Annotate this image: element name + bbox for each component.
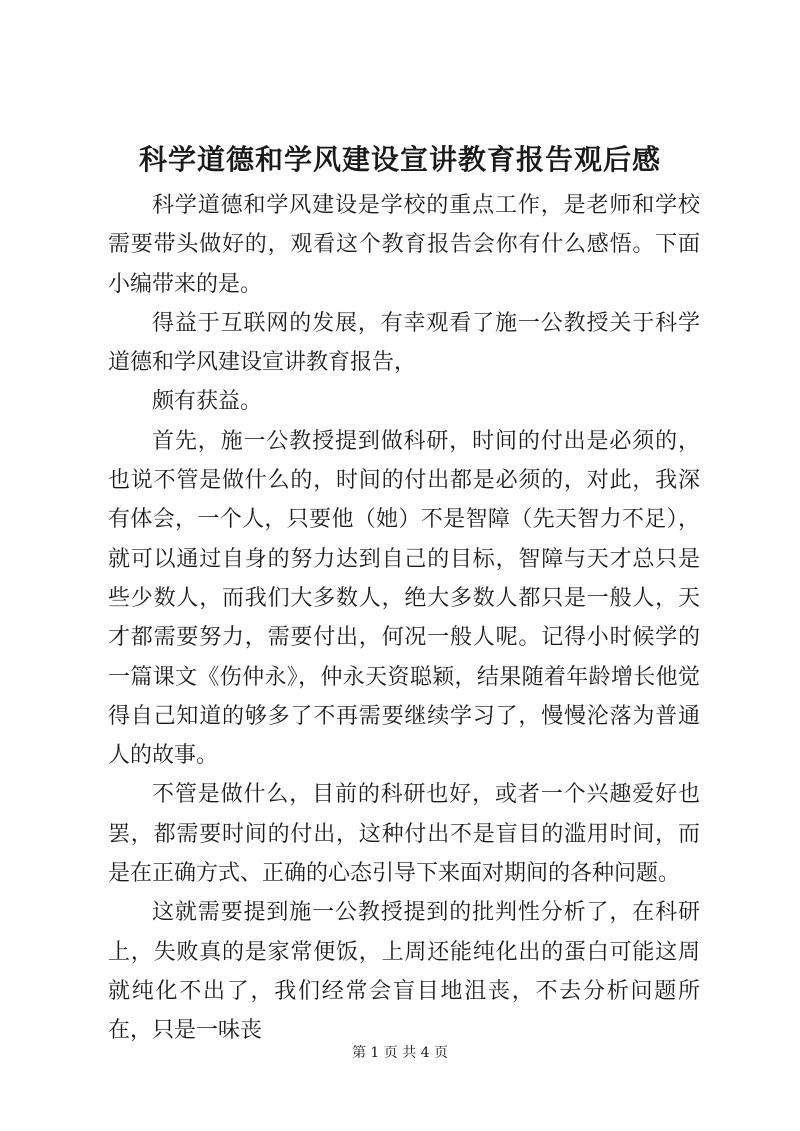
paragraph: 不管是做什么，目前的科研也好，或者一个兴趣爱好也罢，都需要时间的付出，这种付出不是盲目的滥用时间，而是在正确方式、正确的心态引导下来面对期间的各种问题。: [108, 782, 700, 887]
document-body: [108, 186, 700, 1051]
paragraph: 这就需要提到施一公教授提到的批判性分析了，在科研上，失败真的是家常便饭，上周还能纯化出的蛋白可能这周就纯化不出了，我们经常会盲目地沮丧，不去分析问题所在，只是一味丧: [108, 900, 700, 1044]
page-footer: 第 1 页 共 4 页: [351, 1045, 449, 1061]
paragraph: 科学道德和学风建设是学校的重点工作，是老师和学校需要带头做好的，观看这个教育报告会你有什么感悟。下面小编带来的是。: [108, 193, 700, 297]
paragraph: 颇有获益。: [152, 389, 263, 415]
document-title: 科学道德和学风建设宣讲教育报告观后感: [138, 143, 661, 176]
paragraph: 得益于互联网的发展，有幸观看了施一公教授关于科学道德和学风建设宣讲教育报告，: [108, 310, 700, 376]
paragraph: 首先，施一公教授提到做科研，时间的付出是必须的，也说不管是做什么的，时间的付出都是必须的，对此，我深有体会，一个人，只要他（她）不是智障（先天智力不足），就可以通过自身的努力达到自己的目标，智障与天才总只是些少数人，而我们大多数人，绝大多数人都只是一般人，天才都需要努力，需要付出，何况一般人呢。记得小时候学的一篇课文《伤仲永》，仲永天资聪颖，结果随着年龄增长他觉得自己知道的够多了不再需要继续学习了，慢慢沦落为普通人的故事。: [108, 428, 700, 769]
